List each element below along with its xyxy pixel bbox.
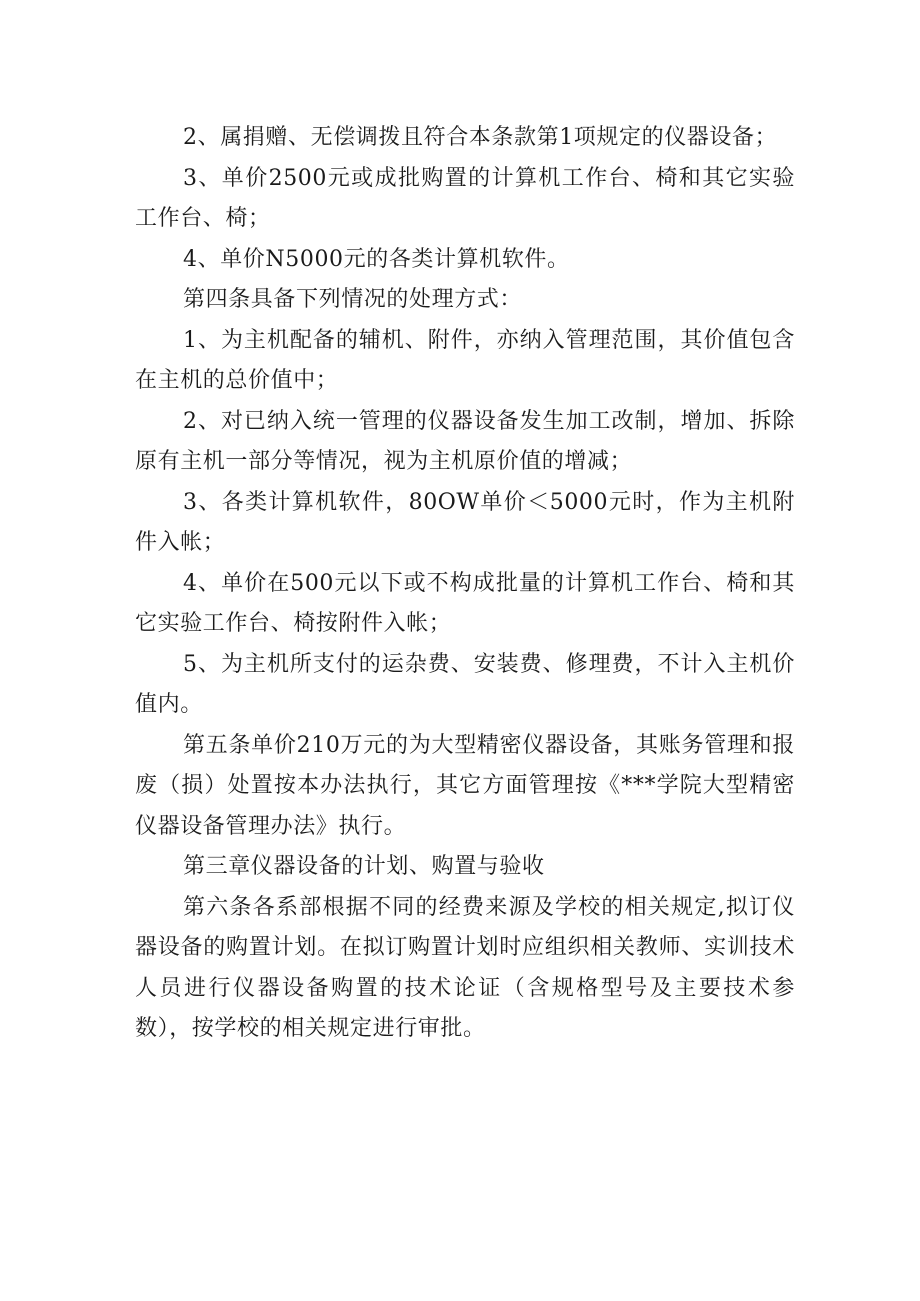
chapter-3-heading: 第三章仪器设备的计划、购置与验收 — [183, 854, 545, 879]
paragraph-item-2-modification: 2、对已纳入统一管理的仪器设备发生加工改制，增加、拆除原有主机一部分等情况，视为主机原价值的增减； — [135, 408, 795, 474]
paragraph-item-3-workstations: 3、单价2500元或成批购置的计算机工作台、椅和其它实验工作台、椅； — [135, 165, 795, 231]
paragraph-item-5-fees: 5、为主机所支付的运杂费、安装费、修理费，不计入主机价值内。 — [135, 651, 795, 717]
paragraph-item-4-software: 4、单价N5000元的各类计算机软件。 — [183, 246, 570, 272]
article-6-paragraph: 第六条各系部根据不同的经费来源及学校的相关规定,拟订仪器设备的购置计划。在拟订购置计划时应组织相关教师、实训技术人员进行仪器设备购置的技术论证（含规格型号及主要技术参数），按学校的相关规定进行审批。 — [135, 894, 795, 1041]
paragraph-item-3-software-accessory: 3、各类计算机软件，80OW单价＜5000元时，作为主机附件入帐； — [135, 489, 795, 555]
article-5-paragraph: 第五条单价210万元的为大型精密仪器设备，其账务管理和报废（损）处置按本办法执行，其它方面管理按《***学院大型精密仪器设备管理办法》执行。 — [135, 732, 795, 839]
paragraph-item-1-accessories: 1、为主机配备的辅机、附件，亦纳入管理范围，其价值包含在主机的总价值中； — [135, 327, 795, 393]
article-4-heading: 第四条具备下列情况的处理方式： — [183, 287, 523, 312]
paragraph-item-4-low-value: 4、单价在500元以下或不构成批量的计算机工作台、椅和其它实验工作台、椅按附件入帐； — [135, 570, 795, 636]
paragraph-item-2-donated: 2、属捐赠、无偿调拨且符合本条款第1项规定的仪器设备； — [183, 125, 778, 150]
document-body — [135, 118, 795, 1050]
